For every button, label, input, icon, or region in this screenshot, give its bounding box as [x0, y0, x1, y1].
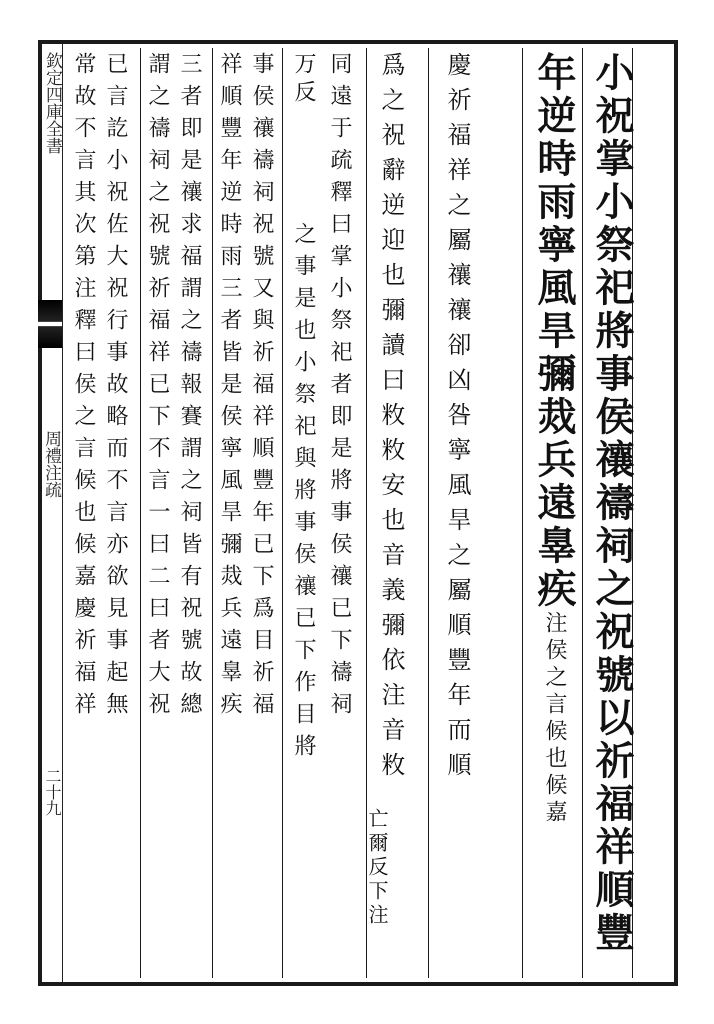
text-column-11: 已言訖小祝佐大祝行事故略而不言亦欲見事起無 [103, 52, 128, 724]
text-column-4: 爲之祝辭逆迎也彌讀曰敉敉安也音義彌依注音敉 [377, 52, 405, 787]
margin-header: 欽定四庫全書 [42, 52, 62, 154]
margin-strip [40, 44, 63, 982]
fish-tail-mark [38, 300, 62, 348]
page-number: 二十九 [43, 768, 62, 816]
column-divider [140, 48, 141, 978]
column-divider [212, 48, 213, 978]
text-column-1: 小祝掌小祭祀將事侯禳禱祠之祝號以祈福祥順豐 [589, 52, 635, 955]
text-column-12: 常故不言其次第注釋曰侯之言候也候嘉慶祈福祥 [71, 52, 96, 724]
text-column-8: 祥順豐年逆時雨三者皆是侯寧風旱彌烖兵遠辠疾 [217, 52, 242, 724]
text-column-6: 之事是也小祭祀與將事侯禳已下作目將 [291, 222, 316, 766]
text-column-5b: 万反 [291, 52, 316, 108]
text-column-9: 三者即是禳求福謂之禱報賽謂之祠皆有祝號故總 [177, 52, 202, 724]
text-column-3: 慶祈福祥之屬禳禳卻凶咎寧風旱之屬順豐年而順 [443, 52, 471, 787]
book-title: 周禮注疏 [41, 430, 61, 498]
text-column-5: 同遠于疏釋曰掌小祭祀者即是將事侯禳已下禱祠 [327, 52, 352, 724]
text-column-4b: 亡爾反下注 [365, 808, 389, 928]
text-column-10: 謂之禱祠之祝號祈福祥已下不言一曰二曰者大祝 [145, 52, 170, 724]
column-2-main: 年逆時雨寧風旱彌烖兵遠辠疾 [531, 52, 577, 611]
text-column-2 [532, 52, 576, 827]
column-divider [582, 48, 583, 978]
text-column-7: 事侯禳禱祠祝號又與祈福祥順豐年已下爲目祈福 [249, 52, 274, 724]
column-divider [428, 48, 429, 978]
column-divider [522, 48, 523, 978]
column-2-note: 注侯之言候也候嘉 [542, 611, 567, 827]
column-divider [282, 48, 283, 978]
